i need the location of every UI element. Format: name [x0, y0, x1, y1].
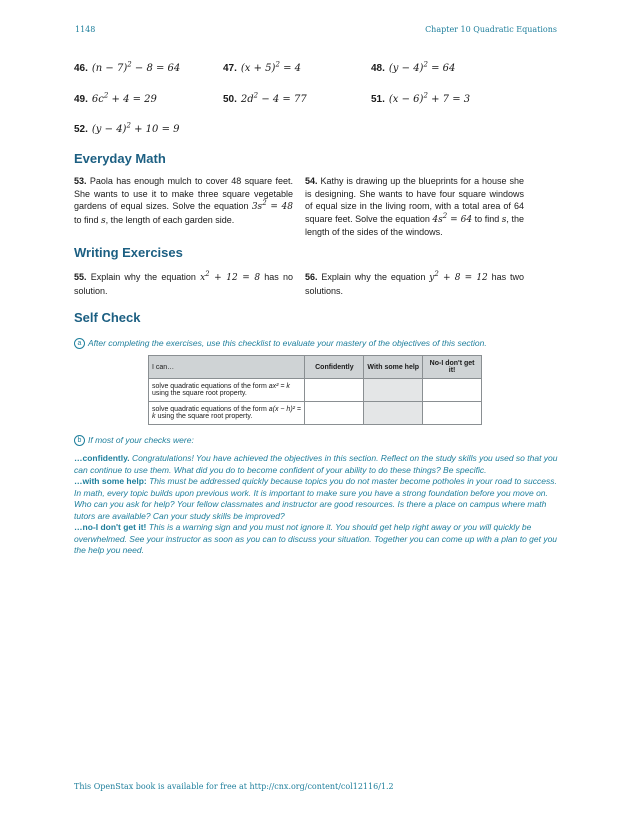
checkbox-cell[interactable] [423, 402, 482, 425]
exercise-50: 50. $2d^2 - 4 = 77$ [223, 91, 307, 105]
col-dont-get-it: No-I don't get it! [423, 356, 482, 379]
col-with-some-help: With some help [364, 356, 423, 379]
feedback-with-some-help: …with some help: This must be addressed quickly because topics you do not master become potholes in your road to success. In math, every topic builds upon previous work. It is important to make sure you have a strong foundation before you move on. Who can you ask for help? Your fellow classmates and instructor are good resources. Is there a place on campus where math tutors are available? Can your study skills be improved? [74, 476, 557, 521]
checkbox-cell[interactable] [364, 379, 423, 402]
exercise-46: 46. $(n - 7)^2 - 8 = 64$ [74, 60, 181, 74]
col-confidently: Confidently [305, 356, 364, 379]
checkbox-cell[interactable] [305, 379, 364, 402]
chapter-title: Chapter 10 Quadratic Equations [425, 25, 557, 34]
exercise-53: 53. Paola has enough mulch to cover 48 square feet. She wants to use it to make three square vegetable gardens of equal sizes. Solve the equation $3s^2 = 48$ to find s, the length of each garden side. [74, 176, 293, 226]
exercise-49: 49. $6c^2 + 4 = 29$ [74, 91, 157, 105]
objective-2: solve quadratic equations of the form a(x − h)² = k using the square root property. [149, 402, 305, 425]
exercise-56: 56. Explain why the equation $y^2 + 8 = 12$ has two solutions. [305, 270, 524, 296]
exercise-54: 54. Kathy is drawing up the blueprints for a house she is designing. She wants to have four square windows of equal size in the living room, with a total area of 64 square feet. Solve the equation $4s^2 = 64$ to find s, the length of the sides of the windows. [305, 176, 524, 237]
exercise-51: 51. $(x - 6)^2 + 7 = 3$ [371, 91, 471, 105]
exercise-52: 52. $(y - 4)^2 + 10 = 9$ [74, 121, 180, 135]
section-self-check: Self Check [74, 310, 141, 325]
page-number: 1148 [75, 25, 96, 34]
feedback-dont-get-it: …no-I don't get it! This is a warning sign and you must not ignore it. You should get help right away or you will quickly be overwhelmed. See your instructor as soon as you can to discuss your situation. Together you can come up with a plan to get you the help you need. [74, 522, 558, 555]
self-check-prompt: b If most of your checks were: [74, 435, 558, 447]
objective-1: solve quadratic equations of the form ax² = k using the square root property. [149, 379, 305, 402]
marker-b: b [74, 435, 85, 446]
checkbox-cell[interactable] [423, 379, 482, 402]
exercise-55: 55. Explain why the equation $x^2 + 12 = 8$ has no solution. [74, 270, 293, 296]
marker-a: a [74, 338, 85, 349]
self-check-table [148, 355, 482, 425]
footer-note: This OpenStax book is available for free at http://cnx.org/content/col12116/1.2 [74, 782, 394, 791]
section-writing-exercises: Writing Exercises [74, 245, 183, 260]
col-i-can: I can… [149, 356, 305, 379]
section-everyday-math: Everyday Math [74, 151, 166, 166]
exercise-48: 48. $(y - 4)^2 = 64$ [371, 60, 456, 74]
self-check-instruction: a After completing the exercises, use this checklist to evaluate your mastery of the objectives of this section. [74, 338, 558, 350]
table-row [149, 379, 482, 402]
exercise-47: 47. $(x + 5)^2 = 4$ [223, 60, 302, 74]
checkbox-cell[interactable] [305, 402, 364, 425]
feedback-confidently: …confidently. Congratulations! You have achieved the objectives in this section. Reflect on the study skills you used so that you can continue to use them. What did you do to become confident of your ability to do these things? Be specific. [74, 453, 558, 475]
table-row [149, 402, 482, 425]
checkbox-cell[interactable] [364, 402, 423, 425]
